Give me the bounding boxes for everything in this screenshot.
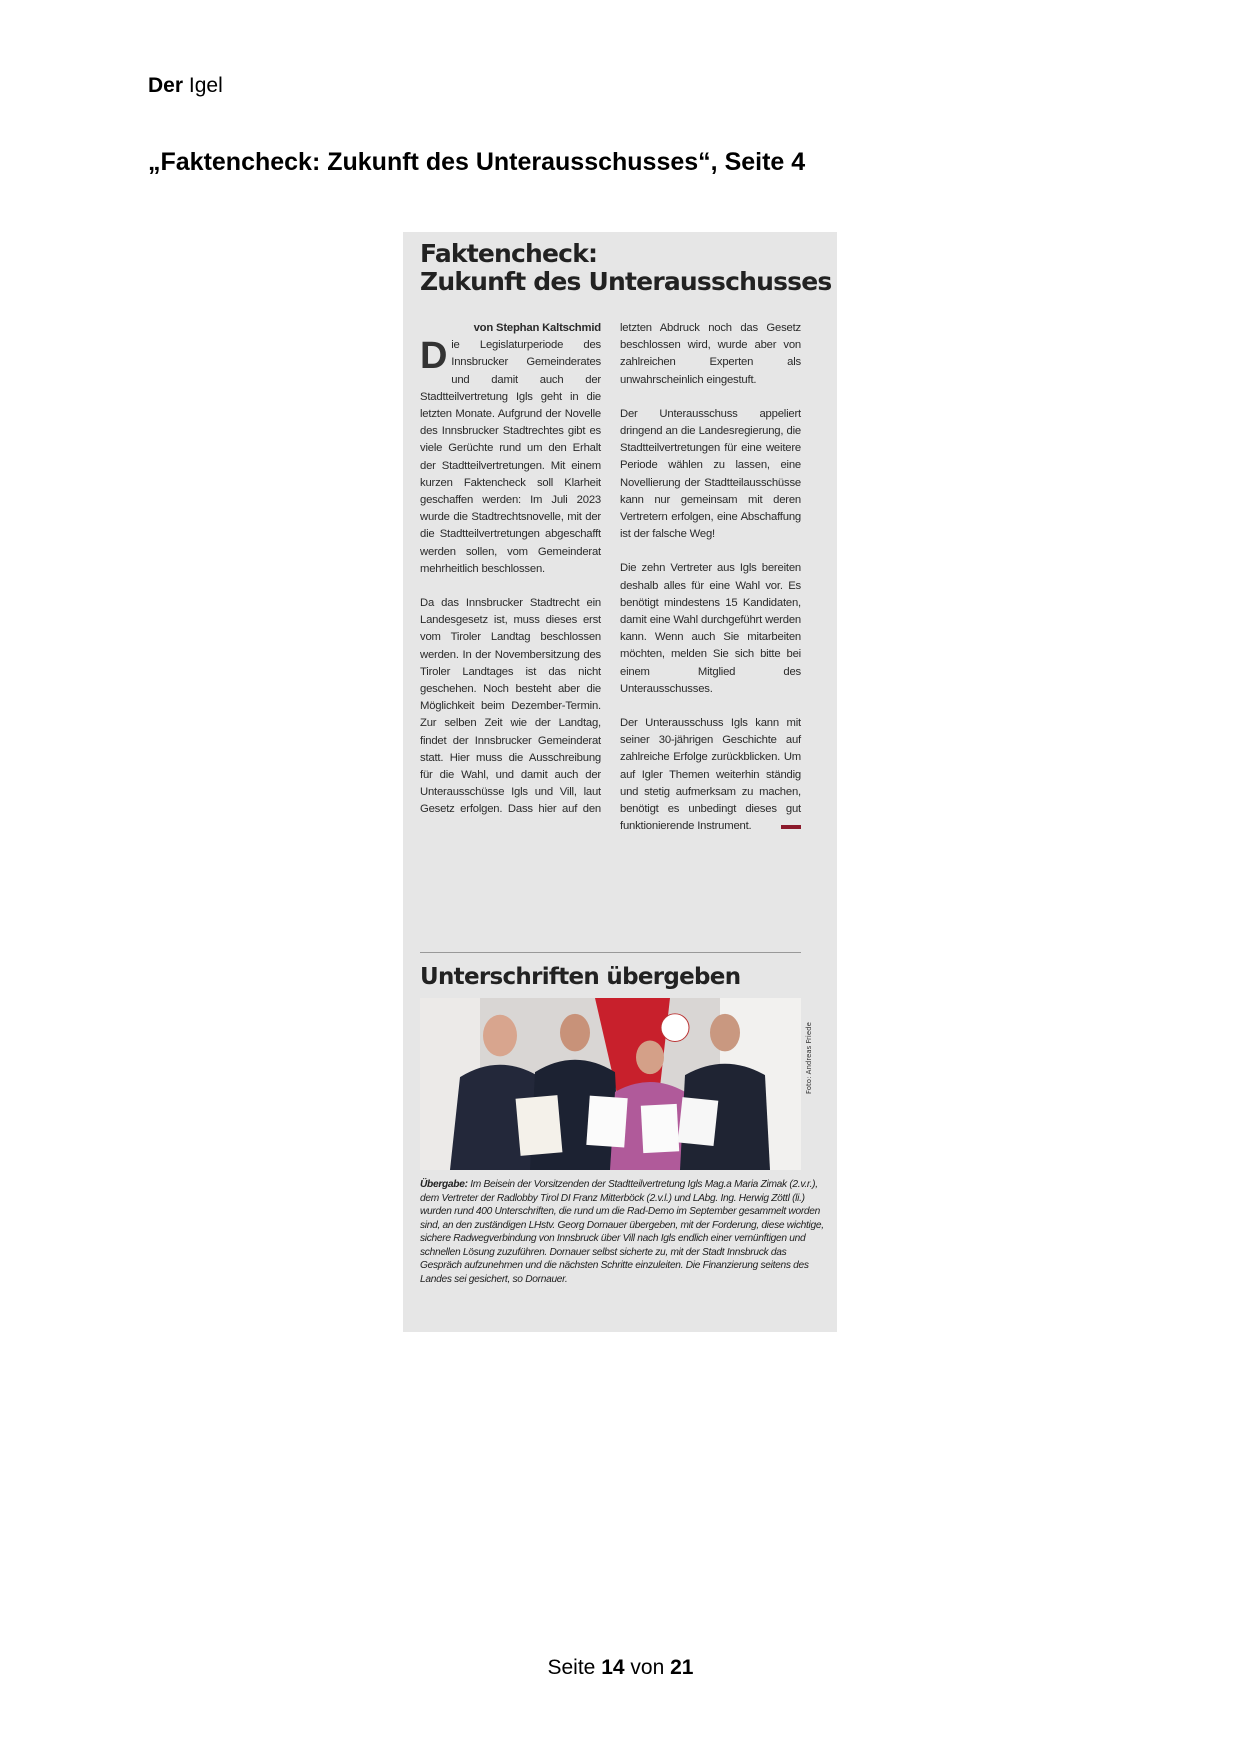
clipping-source-title: „Faktencheck: Zukunft des Unterausschusses“, Seite 4 bbox=[148, 148, 806, 176]
document-header bbox=[148, 74, 223, 98]
article-body-columns bbox=[420, 320, 801, 836]
drop-cap: D bbox=[420, 335, 448, 378]
paragraph-5 bbox=[620, 715, 801, 835]
byline: von Stephan Kaltschmid bbox=[473, 322, 601, 334]
total-pages: 21 bbox=[670, 1656, 694, 1679]
title-line-2: Zukunft des Unterausschusses bbox=[420, 267, 832, 296]
paragraph-1: ie Legislaturperiode des Innsbrucker Gemeinderates und damit auch der Stadtteilvertretung Igls geht in die letzten Monate. Aufgrund der Novelle des Innsbrucker Stadtrechtes gibt es viele Gerüchte rund um den Erhalt der Stadtteilvertretungen. Mit einem kurzen Faktencheck soll Klarheit geschaffen werden: Im Juli 2023 wurde die Stadtrechtsnovelle, mit der die Stadtteilvertretungen abgeschafft werden sollen, vom Gemeinderat mehrheitlich beschlossen. bbox=[420, 339, 601, 575]
current-page: 14 bbox=[601, 1656, 625, 1679]
paragraph-4: Die zehn Vertreter aus Igls bereiten deshalb alles für eine Wahl vor. Es benötigt mindestens 15 Kandidaten, damit eine Wahl durchgeführt werden kann. Wenn auch Sie mitarbeiten möchten, melden Sie sich bitte bei einem Mitglied des Unterausschusses. bbox=[620, 562, 801, 695]
page-prefix: Seite bbox=[547, 1656, 596, 1679]
page-of: von bbox=[630, 1656, 665, 1679]
page-number bbox=[0, 1656, 1241, 1680]
brand-bold: Der bbox=[148, 74, 184, 97]
photo-caption bbox=[420, 1178, 825, 1286]
caption-text: Im Beisein der Vorsitzenden der Stadtteilvertretung Igls Mag.a Maria Zimak (2.v.r.), dem Vertreter der Radlobby Tirol DI Franz Mitterböck (2.v.l.) und LAbg. Ing. Herwig Zöttl (li.) wurden rund 400 Unterschriften, die rund um die Rad-Demo im September gesammelt worden sind, an den zuständigen LHstv. Georg Dornauer übergeben, mit der Forderung, diese wichtige, sichere Radwegverbindung von Innsbruck über Vill nach Igls endlich einer vernünftigen und schnellen Lösung zuzuführen. Dornauer selbst sicherte zu, mit der Stadt Innsbruck das Gespräch aufzunehmen und die nächsten Schritte einzuleiten. Die Finanzierung seitens des Landes sei gesichert, so Dornauer. bbox=[420, 1179, 824, 1285]
divider bbox=[420, 952, 801, 953]
newspaper-clipping bbox=[403, 232, 837, 1332]
brand-rest: Igel bbox=[188, 74, 223, 97]
handover-photo bbox=[420, 998, 801, 1170]
caption-lead: Übergabe: bbox=[420, 1179, 468, 1190]
paragraph-5-text: Der Unterausschuss Igls kann mit seiner 30-jährigen Geschichte auf zahlreiche Erfolge zurückblicken. Um auf Igler Themen weiterhin ständig und stetig aufmerksam zu machen, benötigt es unbedingt dieses gut funktionierende Instrument. bbox=[620, 717, 801, 833]
article-title bbox=[420, 240, 832, 296]
photo-credit: Foto: Andreas Friede bbox=[805, 1022, 813, 1094]
paragraph-2: Da das Innsbrucker Stadtrecht ein Landesgesetz ist, muss dieses erst vom Tiroler Landtag beschlossen werden. In der Novembersitzung des Tiroler Landtages ist das nicht geschehen. Noch besteht aber die Möglichkeit beim Dezember-Termin. Zur selben Zeit wie der Landtag, findet der Innsbrucker Gemeinderat statt. Hier muss die Ausschreibung für die Wahl, und damit auch der Unterausschüsse Igls und Vill, laut Gesetz erfolgen. Dass hier auf den letzten Abdruck noch das Gesetz beschlossen wird, wurde aber von zahlreichen Experten als unwahrscheinlich eingestuft. bbox=[420, 322, 801, 816]
title-line-1: Faktencheck: bbox=[420, 239, 598, 268]
second-article-title: Unterschriften übergeben bbox=[420, 964, 741, 990]
end-mark bbox=[781, 825, 801, 829]
paragraph-3: Der Unterausschuss appeliert dringend an die Landesregierung, die Stadtteilvertretungen für eine weitere Periode wählen zu lassen, eine Novellierung der Stadtteilausschüsse kann nur gemeinsam mit deren Vertretern erfolgen, eine Abschaffung ist der falsche Weg! bbox=[620, 407, 801, 541]
